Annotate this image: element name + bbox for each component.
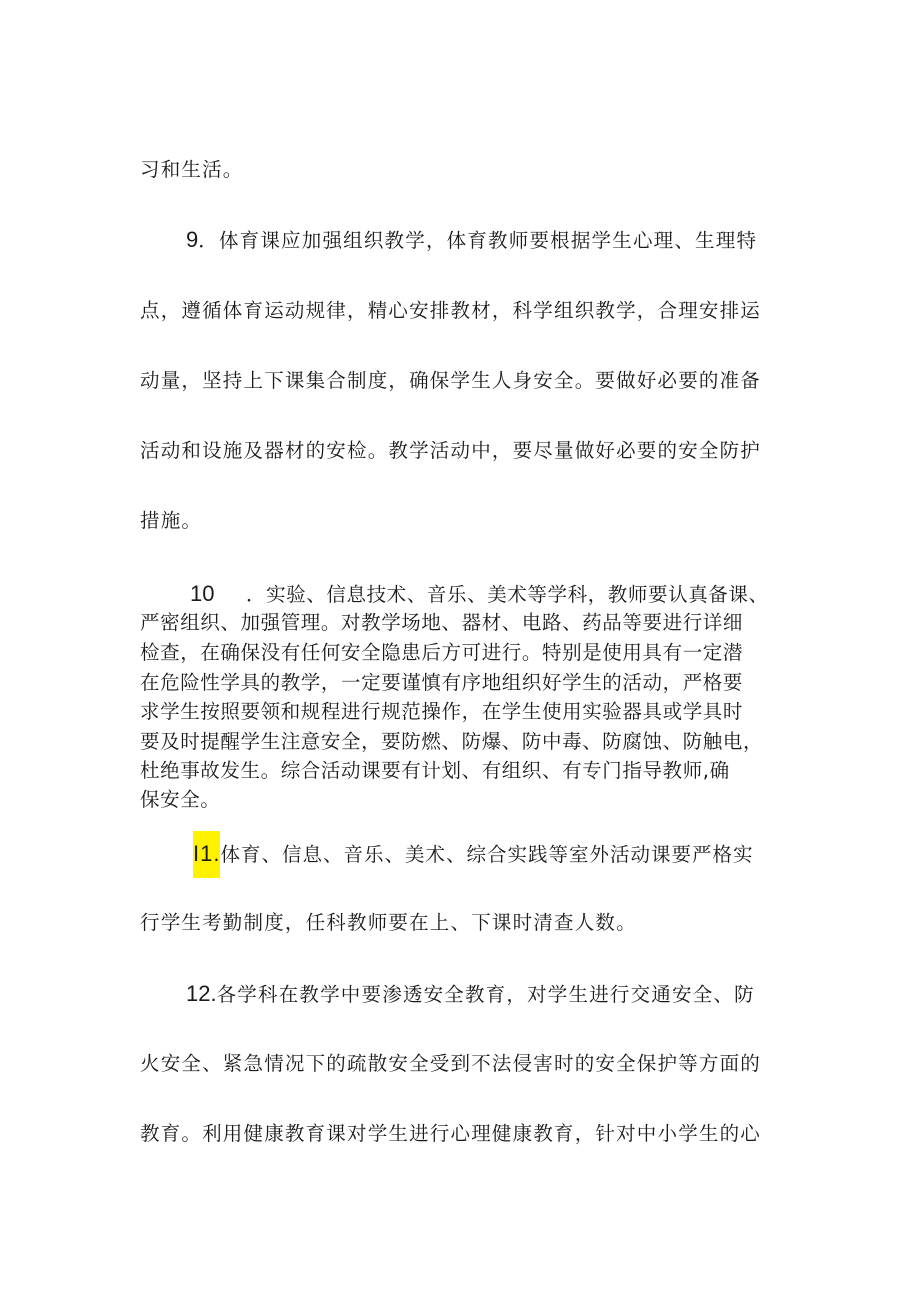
paragraph-12-line-1 [186, 983, 755, 1005]
paragraph-10-line-3: 检查，在确保没有任何安全隐患后方可进行。特别是使用具有一定潜 [140, 641, 744, 664]
paragraph-10-text-1: ．实验、信息技术、音乐、美术等学科，教师要认真备课、 [246, 583, 769, 606]
paragraph-10-line-7: 杜绝事故发生。综合活动课要有计划、有组织、有专门指导教师,确 [140, 759, 730, 782]
paragraph-9-line-4: 活动和设施及器材的安检。教学活动中，要尽量做好必要的安全防护 [140, 439, 762, 462]
paragraph-12-line-3: 教育。利用健康教育课对学生进行心理健康教育，针对中小学生的心 [140, 1122, 762, 1145]
item-number-9: 9 [186, 227, 199, 252]
highlighted-item-number-11: I1. [193, 831, 220, 878]
paragraph-12-line-2: 火安全、紧急情况下的疏散安全受到不法侵害时的安全保护等方面的 [140, 1052, 762, 1075]
paragraph-10-line-8: 保安全。 [140, 788, 221, 811]
paragraph-9-line-2: 点，遵循体育运动规律，精心安排教材，科学组织教学，合理安排运 [140, 299, 762, 322]
paragraph-10-line-2: 严密组织、加强管理。对教学场地、器材、电路、药品等要进行详细 [140, 611, 744, 634]
paragraph-10-line-1 [190, 583, 769, 605]
paragraph-9-line-1 [186, 229, 757, 251]
paragraph-9-line-3: 动量，坚持上下课集合制度，确保学生人身安全。要做好必要的准备 [140, 369, 762, 392]
paragraph-11-text-1: 体育、信息、音乐、美术、综合实践等室外活动课要严格实 [220, 843, 754, 866]
paragraph-11-line-2: 行学生考勤制度，任科教师要在上、下课时清查人数。 [140, 911, 637, 934]
item-number-10: 10 [190, 581, 215, 606]
paragraph-10-line-6: 要及时提醒学生注意安全，要防燃、防爆、防中毒、防腐蚀、防触电， [140, 730, 764, 753]
paragraph-11-line-1 [193, 843, 753, 865]
item-number-12: 12. [186, 981, 217, 1006]
paragraph-8-tail: 习和生活。 [140, 158, 244, 181]
paragraph-9-line-5: 措施。 [140, 509, 203, 532]
paragraph-12-text-1: 各学科在教学中要渗透安全教育，对学生进行交通安全、防 [216, 983, 755, 1006]
paragraph-9-text-1: ．体育课应加强组织教学，体育教师要根据学生心理、生理特 [198, 229, 758, 252]
paragraph-10-line-5: 求学生按照要领和规程进行规范操作，在学生使用实验器具或学具时 [140, 700, 744, 723]
paragraph-10-line-4: 在危险性学具的教学，一定要谨慎有序地组织好学生的活动，严格要 [140, 671, 744, 694]
